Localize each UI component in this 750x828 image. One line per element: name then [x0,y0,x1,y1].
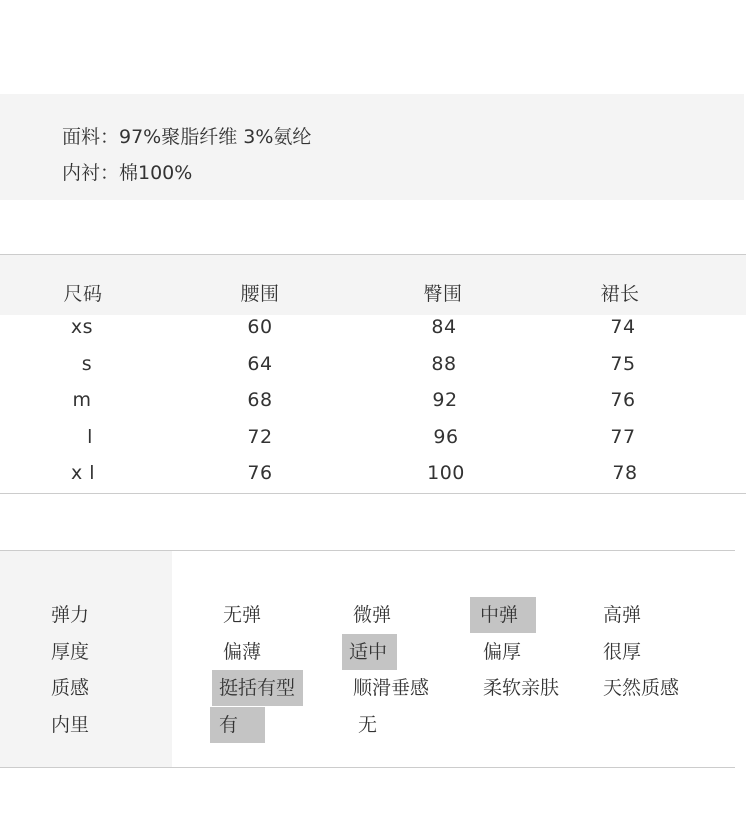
option-elasticity-none: 无弹 [223,604,262,626]
cell-length: 75 [610,353,636,375]
option-thickness-very-thick: 很厚 [603,641,642,663]
cell-waist: 72 [247,426,273,448]
option-texture-crisp-selected: 挺括有型 [212,670,303,706]
cell-hip: 100 [427,462,465,484]
cell-waist: 60 [247,316,273,338]
header-waist: 腰围 [240,283,280,305]
option-texture-soft: 柔软亲肤 [483,677,560,699]
lining-composition: 内衬：棉100% [62,162,193,184]
cell-length: 77 [610,426,636,448]
divider [0,767,735,768]
cell-size: xs [70,316,94,338]
header-hip: 臀围 [423,283,463,305]
option-lining-yes-selected: 有 [210,707,265,743]
cell-hip: 88 [431,353,457,375]
header-length: 裙长 [600,283,640,305]
cell-waist: 76 [247,462,273,484]
cell-hip: 84 [431,316,457,338]
option-texture-natural: 天然质感 [603,677,680,699]
fabric-info [0,94,744,200]
attribute-label-elasticity: 弹力 [51,604,90,626]
option-thickness-thin: 偏薄 [223,641,262,663]
fabric-composition: 面料：97%聚脂纤维 3%氨纶 [62,126,312,148]
divider [0,493,746,494]
cell-size: s [81,353,93,375]
option-thickness-thick: 偏厚 [483,641,522,663]
cell-hip: 92 [432,389,458,411]
header-size: 尺码 [63,283,103,305]
attribute-label-texture: 质感 [51,677,90,699]
option-lining-no: 无 [358,714,378,736]
cell-hip: 96 [433,426,459,448]
cell-size: l [87,426,93,448]
cell-length: 76 [610,389,636,411]
cell-size: m [72,389,92,411]
attributes-table [0,550,746,770]
cell-length: 78 [612,462,638,484]
option-elasticity-high: 高弹 [603,604,642,626]
size-table [0,254,746,494]
option-elasticity-slight: 微弹 [353,604,392,626]
attribute-label-lining: 内里 [51,714,90,736]
option-thickness-medium-selected: 适中 [342,634,397,670]
attribute-label-thickness: 厚度 [51,641,90,663]
cell-waist: 68 [247,389,273,411]
cell-waist: 64 [247,353,273,375]
size-table-header [0,255,746,315]
cell-size: x l [70,462,96,484]
cell-length: 74 [610,316,636,338]
option-elasticity-medium-selected: 中弹 [470,597,536,633]
option-texture-smooth-drape: 顺滑垂感 [353,677,430,699]
